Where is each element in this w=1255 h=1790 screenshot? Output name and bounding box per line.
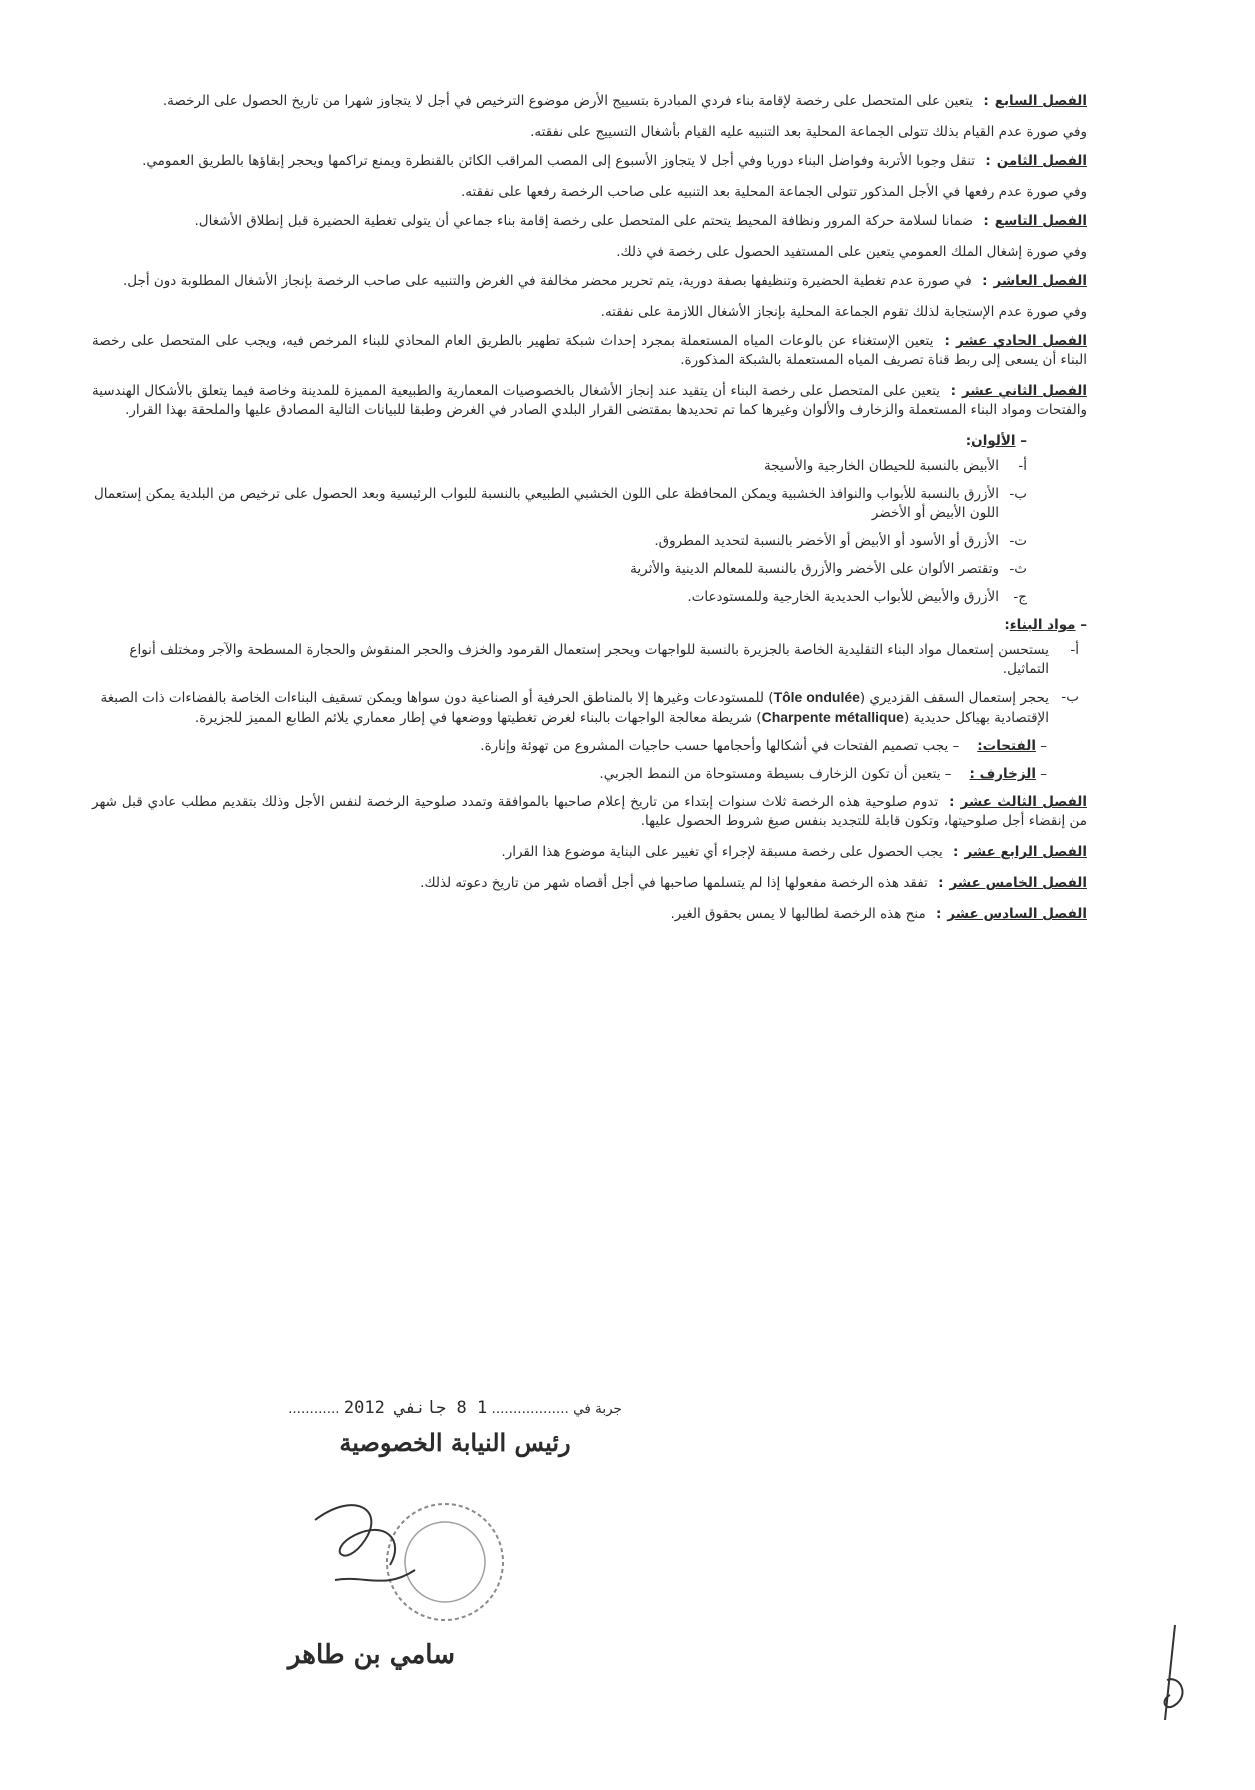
list-item-text: يحجر إستعمال السقف القزديري ( <box>859 690 1049 706</box>
article-13-text: تدوم صلوحية هذه الرخصة ثلاث سنوات إبتداء من تاريخ إعلام صاحبها بالموافقة وتمدد صلوحية الرخصة لنفس الأجل وذلك بتقديم مطلب عادي قبل شهر من إنقضاء أجل صلوحيتها، وتكون قابلة للتجديد بنفس صيغ شروط الحصول عليها. <box>92 794 1087 829</box>
colors-section-heading: – الألوان: <box>965 433 1027 449</box>
signature-block <box>275 1398 635 1457</box>
article-7-sub: وفي صورة عدم القيام بذلك تتولى الجماعة المحلية بعد التنبيه عليه القيام بأشغال التسييج على نفقته. <box>530 124 1087 140</box>
article-14-text: يجب الحصول على رخصة مسبقة لإجراء أي تغيير على البناية موضوع هذا القرار. <box>501 844 943 860</box>
list-item <box>92 485 1087 523</box>
materials-list <box>92 641 1087 728</box>
article-8-heading: الفصل الثامن <box>996 153 1087 169</box>
openings-label: الفتحات: <box>977 738 1036 754</box>
list-item-text: وتقتصر الألوان على الأخضر والأزرق بالنسبة للمعالم الدينية والأثرية <box>630 561 999 577</box>
list-item <box>92 641 1087 679</box>
list-mark: ج- <box>1013 589 1027 605</box>
article-7: الفصل السابع: يتعين على المتحصل على رخصة لإقامة بناء فردي المبادرة بتسييج الأرض موضوع الترخيص في أجل لا يتجاوز شهرا من تاريخ الحصول على الرخصة. <box>162 93 1087 109</box>
colors-list <box>92 457 1087 607</box>
signatory-title: رئيس النيابة الخصوصية <box>339 1428 571 1457</box>
place-date: جربة في .................. 1 8 جانفي 2012 ............ <box>288 1398 622 1418</box>
list-item <box>92 560 1087 579</box>
article-15-text: تفقد هذه الرخصة مفعولها إذا لم يتسلمها صاحبها في أجل أقصاه شهر من تاريخ دعوته لذلك. <box>420 875 928 891</box>
article-10: الفصل العاشر: في صورة عدم تغطية الحضيرة وتنظيفها بصفة دورية، يتم تحرير محضر مخالفة في الغرض والتنبيه على صاحب الرخصة بإنجاز الأشغال المطلوبة دون أجل. <box>122 273 1087 289</box>
list-mark: أ- <box>1018 458 1027 474</box>
article-8-sub: وفي صورة عدم رفعها في الأجل المذكور تتولى الجماعة المحلية بعد التنبيه على صاحب الرخصة رفعها على نفقته. <box>461 184 1087 200</box>
article-8: الفصل الثامن: تنقل وجوبا الأتربة وفواضل البناء دوريا وفي أجل لا يتجاوز الأسبوع إلى المصب المراقب الكائن بالقنطرة ويمنع تراكمها ويحجر إبقاؤها بالطريق العمومي. <box>142 153 1087 169</box>
document-body <box>92 92 1087 936</box>
list-item-text: الأزرق والأبيض للأبواب الحديدية الخارجية وللمستودعات. <box>687 589 999 605</box>
latin-term: Charpente métallique <box>761 709 904 725</box>
article-11: الفصل الحادي عشر: يتعين الإستغناء عن بالوعات المياه المستعملة بمجرد إحداث شبكة تطهير بالطريق العام المحاذي للبناء المرخص فيه، ويجب على المتحصل على رخصة البناء أن يسعى إلى ربط قناة تصريف المياه المستعملة بالشبكة المذكورة. <box>92 333 1087 368</box>
article-7-heading: الفصل السابع <box>994 93 1087 109</box>
article-15-heading: الفصل الخامس عشر <box>949 875 1087 891</box>
article-12: الفصل الثاني عشر: يتعين على المتحصل على رخصة البناء أن يتقيد عند إنجاز الأشغال بالخصوصيات المعمارية والطبيعية المميزة للمدينة وخاصة فيما يتعلق بالأشكال الهندسية والفتحات ومواد البناء المستعملة والزخارف والألوان وغيرها كما تم تحديدها بمقتضى القرار البلدي الصادر في الغرض وطبقا للبيانات التالية المصادق عليها والملحقة بهذا القرار. <box>92 383 1088 418</box>
latin-term: Tôle ondulée <box>773 689 860 705</box>
article-16: الفصل السادس عشر: منح هذه الرخصة لطالبها لا يمس بحقوق الغير. <box>670 906 1087 922</box>
article-11-text: يتعين الإستغناء عن بالوعات المياه المستعملة بمجرد إحداث شبكة تطهير بالطريق العام المحاذي للبناء المرخص فيه، ويجب على المتحصل على رخصة البناء أن يسعى إلى ربط قناة تصريف المياه المستعملة بالشبكة المذكورة. <box>92 333 1087 368</box>
list-item <box>92 588 1087 607</box>
article-16-heading: الفصل السادس عشر <box>947 906 1087 922</box>
date: 1 8 جانفي 2012 <box>343 1398 488 1418</box>
article-9-text: ضمانا لسلامة حركة المرور ونظافة المحيط يتحتم على المتحصل على رخصة إقامة بناء جماعي أن يتولى تغطية الحضيرة قبل إنطلاق الأشغال. <box>194 213 974 229</box>
article-9-heading: الفصل التاسع <box>994 213 1087 229</box>
article-9-sub: وفي صورة إشغال الملك العمومي يتعين على المستفيد الحصول على رخصة في ذلك. <box>616 244 1087 260</box>
list-item-text: ) للمستودعات وغيرها إلا بالمناطق الحرفية أو الصناعية دون سواها ويمكن تسقيف البناءات الخاصة بالفضاءات ذات الصبغة الإقتصادية بهياكل حديدية ( <box>100 690 1049 726</box>
list-mark: ث- <box>1009 561 1027 577</box>
article-15: الفصل الخامس عشر: تفقد هذه الرخصة مفعولها إذا لم يتسلمها صاحبها في أجل أقصاه شهر من تاريخ دعوته لذلك. <box>420 875 1087 891</box>
article-7-text: يتعين على المتحصل على رخصة لإقامة بناء فردي المبادرة بتسييج الأرض موضوع الترخيص في أجل لا يتجاوز شهرا من تاريخ الحصول على الرخصة. <box>162 93 974 109</box>
materials-section-heading: – مواد البناء: <box>1004 617 1087 633</box>
list-mark: أ- <box>1070 642 1079 658</box>
place: جربة في <box>573 1401 622 1417</box>
article-12-text: يتعين على المتحصل على رخصة البناء أن يتقيد عند إنجاز الأشغال بالخصوصيات المعمارية والطبيعية المميزة للمدينة وخاصة فيما يتعلق بالأشكال الهندسية والفتحات ومواد البناء المستعملة والزخارف والألوان وغيرها كما تم تحديدها بمقتضى القرار البلدي الصادر في الغرض وطبقا للبيانات التالية المصادق عليها والملحقة بهذا القرار. <box>92 383 1087 418</box>
article-16-text: منح هذه الرخصة لطالبها لا يمس بحقوق الغير. <box>670 906 926 922</box>
signatory-name: سامي بن طاهر <box>287 1640 455 1670</box>
list-mark: ب- <box>1061 689 1079 705</box>
materials-label: مواد البناء <box>1009 617 1076 633</box>
article-10-heading: الفصل العاشر <box>993 273 1087 289</box>
article-10-sub: وفي صورة عدم الإستجابة لذلك تقوم الجماعة المحلية بإنجاز الأشغال اللازمة على نفقته. <box>600 304 1087 320</box>
list-item-text: الأبيض بالنسبة للحيطان الخارجية والأسيجة <box>763 458 999 474</box>
decorations-row: – الزخارف :– يتعين أن تكون الزخارف بسيطة ومستوحاة من النمط الجربي. <box>599 766 1047 782</box>
article-14-heading: الفصل الرابع عشر <box>964 844 1087 860</box>
decorations-text: يتعين أن تكون الزخارف بسيطة ومستوحاة من النمط الجربي. <box>599 766 941 782</box>
article-13: الفصل الثالث عشر: تدوم صلوحية هذه الرخصة ثلاث سنوات إبتداء من تاريخ إعلام صاحبها بالموافقة وتمدد صلوحية الرخصة لنفس الأجل وذلك بتقديم مطلب عادي قبل شهر من إنقضاء أجل صلوحيتها، وتكون قابلة للتجديد بنفس صيغ شروط الحصول عليها. <box>92 794 1087 829</box>
handwritten-mark-icon <box>1145 1620 1195 1740</box>
article-14: الفصل الرابع عشر: يجب الحصول على رخصة مسبقة لإجراء أي تغيير على البناية موضوع هذا القرار. <box>501 844 1087 860</box>
list-item-text: يستحسن إستعمال مواد البناء التقليدية الخاصة بالجزيرة بالنسبة للواجهات ويحجر إستعمال القرمود والخزف والحجر المنقوش والحجارة المسطحة والآجر ومختلف أنواع التماثيل. <box>129 642 1049 677</box>
colors-label: الألوان <box>971 433 1016 449</box>
list-mark: ب- <box>1009 486 1027 502</box>
decorations-label: الزخارف : <box>969 766 1036 782</box>
list-item <box>92 532 1087 551</box>
list-mark: ت- <box>1009 533 1027 549</box>
openings-text: يجب تصميم الفتحات في أشكالها وأحجامها حسب حاجيات المشروع من تهوئة وإنارة. <box>480 738 949 754</box>
stamp-and-signature-icon <box>295 1480 515 1630</box>
article-8-text: تنقل وجوبا الأتربة وفواضل البناء دوريا وفي أجل لا يتجاوز الأسبوع إلى المصب المراقب الكائن بالقنطرة ويمنع تراكمها ويحجر إبقاؤها بالطريق العمومي. <box>142 153 976 169</box>
article-13-heading: الفصل الثالث عشر <box>960 794 1087 810</box>
article-12-heading: الفصل الثاني عشر <box>962 383 1088 399</box>
list-item-text: الأزرق أو الأسود أو الأبيض أو الأخضر بالنسبة لتحديد المطروق. <box>654 533 999 549</box>
list-item <box>92 457 1087 476</box>
list-item-text: الأزرق بالنسبة للأبواب والنوافذ الخشبية ويمكن المحافظة على اللون الخشبي الطبيعي بالنسبة للبواب الرئيسية وبعد الحصول على ترخيص من البلدية يمكن إستعمال اللون الأبيض أو الأخضر <box>93 486 999 521</box>
article-11-heading: الفصل الحادي عشر <box>955 333 1087 349</box>
openings-row: – الفتحات:– يجب تصميم الفتحات في أشكالها وأحجامها حسب حاجيات المشروع من تهوئة وإنارة. <box>480 738 1047 754</box>
list-item-text: ) شريطة معالجة الواجهات بالبناء لغرض تغطيتها ووضعها في إطار معماري يلائم الطابع المميز للجزيرة. <box>194 710 762 726</box>
list-item <box>92 688 1087 728</box>
article-10-text: في صورة عدم تغطية الحضيرة وتنظيفها بصفة دورية، يتم تحرير محضر مخالفة في الغرض والتنبيه على صاحب الرخصة بإنجاز الأشغال المطلوبة دون أجل. <box>122 273 972 289</box>
article-9: الفصل التاسع: ضمانا لسلامة حركة المرور ونظافة المحيط يتحتم على المتحصل على رخصة إقامة بناء جماعي أن يتولى تغطية الحضيرة قبل إنطلاق الأشغال. <box>194 213 1087 229</box>
